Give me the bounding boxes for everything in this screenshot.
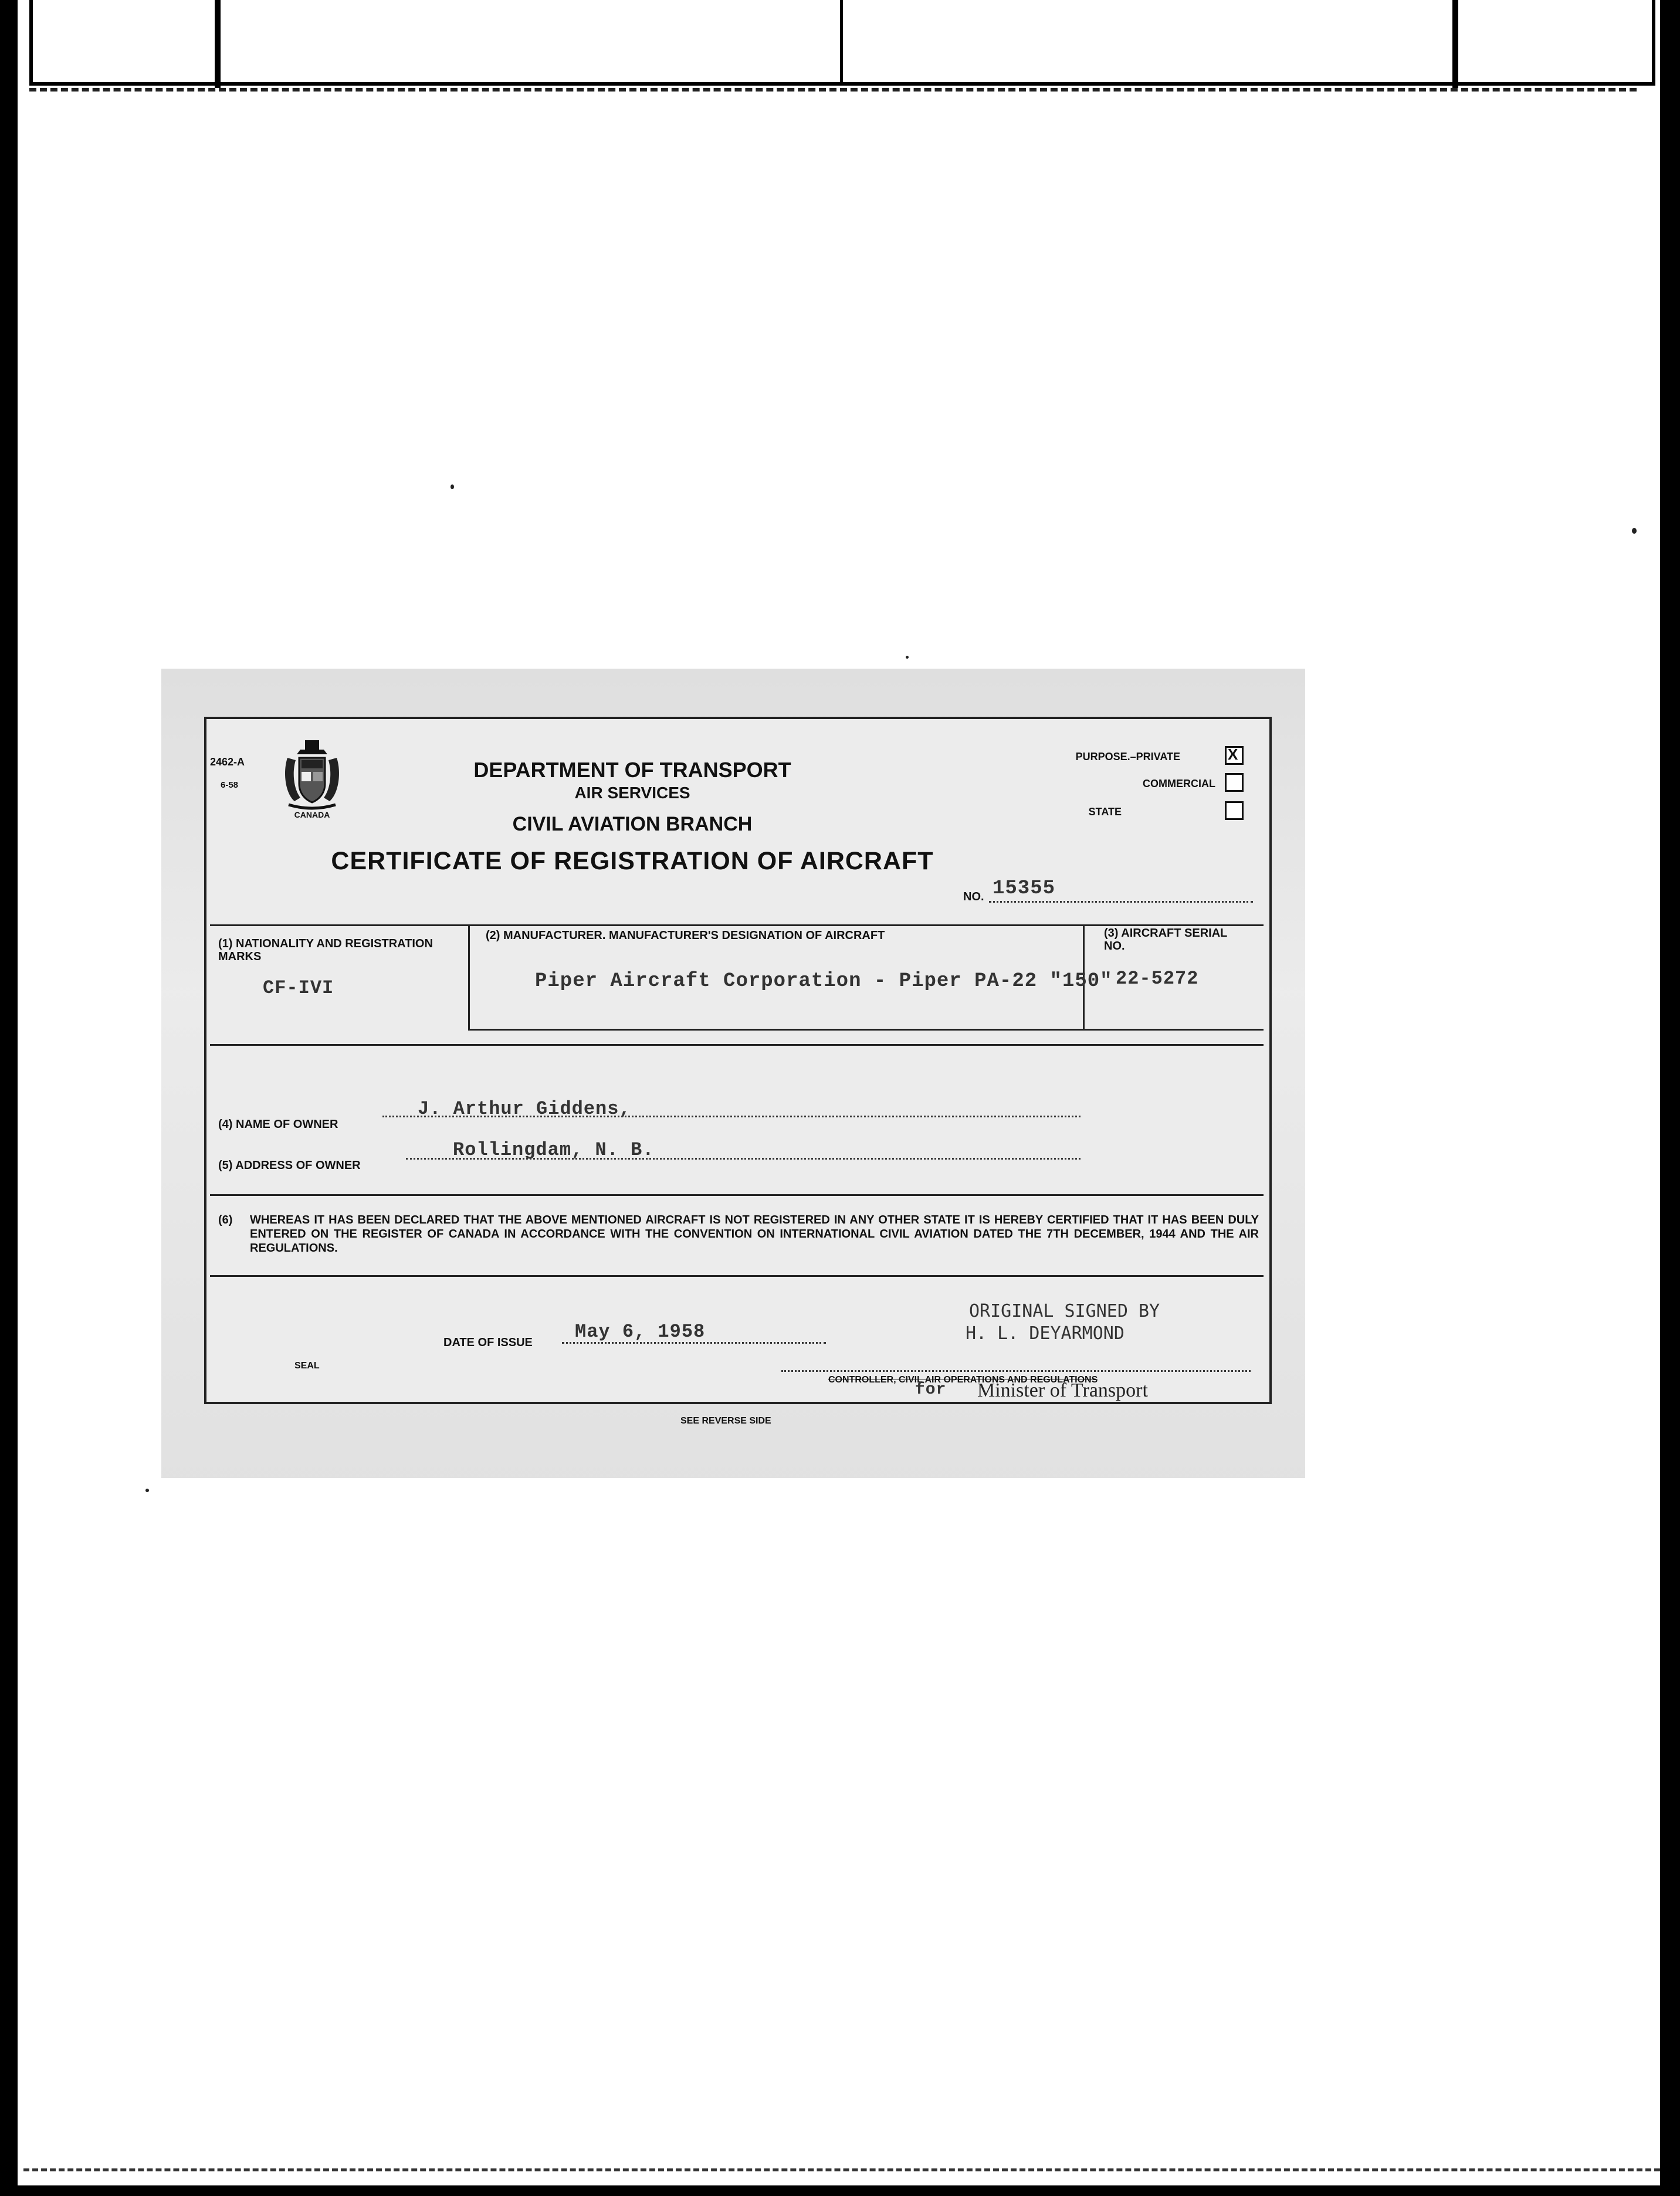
seal-label: SEAL — [294, 1361, 320, 1371]
scan-tick — [215, 0, 221, 88]
owner-address-label: (5) ADDRESS OF OWNER — [218, 1159, 361, 1172]
serial-label: (3) AIRCRAFT SERIAL NO. — [1104, 927, 1227, 953]
scan-speck — [906, 656, 909, 659]
signer-name: H. L. DEYARMOND — [966, 1323, 1124, 1344]
owner-address-rule — [406, 1158, 1081, 1160]
purpose-private-checkbox[interactable] — [1225, 746, 1244, 765]
coat-caption: CANADA — [294, 810, 330, 819]
date-rule — [562, 1342, 826, 1344]
branch-title: CIVIL AVIATION BRANCH — [512, 813, 753, 835]
certificate-number-label: NO. — [963, 890, 984, 903]
minister-of-transport: Minister of Transport — [977, 1380, 1148, 1401]
certificate-title: CERTIFICATE OF REGISTRATION OF AIRCRAFT — [331, 847, 934, 875]
certificate-number: 15355 — [993, 877, 1056, 900]
manufacturer-label: (2) MANUFACTURER. MANUFACTURER'S DESIGNATION OF AIRCRAFT — [486, 929, 885, 942]
signature-rule — [781, 1370, 1251, 1372]
owner-section-rule — [210, 1194, 1264, 1196]
nationality-label: (1) NATIONALITY AND REGISTRATION MARKS — [218, 937, 433, 963]
serial-value: 22-5272 — [1116, 968, 1199, 989]
owner-address-value: Rollingdam, N. B. — [453, 1139, 655, 1161]
date-of-issue-value: May 6, 1958 — [575, 1321, 706, 1343]
scan-dash-line — [29, 88, 1637, 92]
purpose-state-checkbox[interactable] — [1225, 801, 1244, 820]
original-signed-by: ORIGINAL SIGNED BY — [969, 1301, 1160, 1321]
department-title: DEPARTMENT OF TRANSPORT — [473, 758, 791, 782]
table-inner-rule — [468, 1029, 1264, 1031]
purpose-private-label: PURPOSE.–PRIVATE — [1075, 751, 1180, 762]
scan-bottom-dash — [23, 2168, 1660, 2171]
owner-name-label: (4) NAME OF OWNER — [218, 1118, 338, 1131]
scan-speck — [145, 1489, 149, 1492]
scan-border-right — [1660, 0, 1680, 2196]
nationality-value: CF-IVI — [263, 977, 334, 999]
table-divider — [468, 924, 470, 1030]
private-check-mark: X — [1228, 745, 1238, 763]
form-date: 6-58 — [221, 780, 239, 790]
purpose-commercial-checkbox[interactable] — [1225, 773, 1244, 792]
controller-label: CONTROLLER, CIVIL AIR OPERATIONS AND REGULATIONS — [828, 1375, 1098, 1385]
scan-speck — [451, 484, 454, 489]
purpose-commercial-label: COMMERCIAL — [1143, 778, 1215, 789]
purpose-state-label: STATE — [1088, 806, 1122, 818]
owner-name-value: J. Arthur Giddens, — [418, 1098, 631, 1120]
see-reverse-side: SEE REVERSE SIDE — [680, 1416, 771, 1426]
scan-tick — [1452, 0, 1458, 88]
date-of-issue-label: DATE OF ISSUE — [443, 1336, 533, 1349]
for-text: for — [915, 1381, 947, 1399]
manufacturer-value: Piper Aircraft Corporation - Piper PA-22 "150" — [535, 970, 1113, 992]
owner-name-rule — [382, 1116, 1081, 1117]
scan-speck — [1632, 528, 1637, 534]
scan-tick — [840, 0, 843, 82]
declaration-number: (6) — [218, 1214, 233, 1226]
table-bottom-rule — [210, 1044, 1264, 1046]
declaration-text: WHEREAS IT HAS BEEN DECLARED THAT THE ABOVE MENTIONED AIRCRAFT IS NOT REGISTERED IN ANY OTHER STATE IT IS HEREBY CERTIFIED THAT IT HAS BEEN DULY ENTERED ON THE REGISTER OF CANADA IN ACCORDANCE WITH THE CONVENTION ON INTERNATIONAL CIVIL AVIATION DATED THE 7TH DECEMBER, 1944 AND THE AIR REGULATIONS. — [250, 1214, 1259, 1255]
form-number: 2462-A — [210, 756, 245, 768]
declaration-rule — [210, 1275, 1264, 1277]
scan-border-left — [0, 0, 18, 2196]
scan-border-bottom — [0, 2185, 1680, 2196]
number-rule — [989, 901, 1253, 903]
table-top-rule — [210, 924, 1264, 926]
certificate — [204, 717, 1272, 1404]
service-title: AIR SERVICES — [574, 784, 690, 802]
